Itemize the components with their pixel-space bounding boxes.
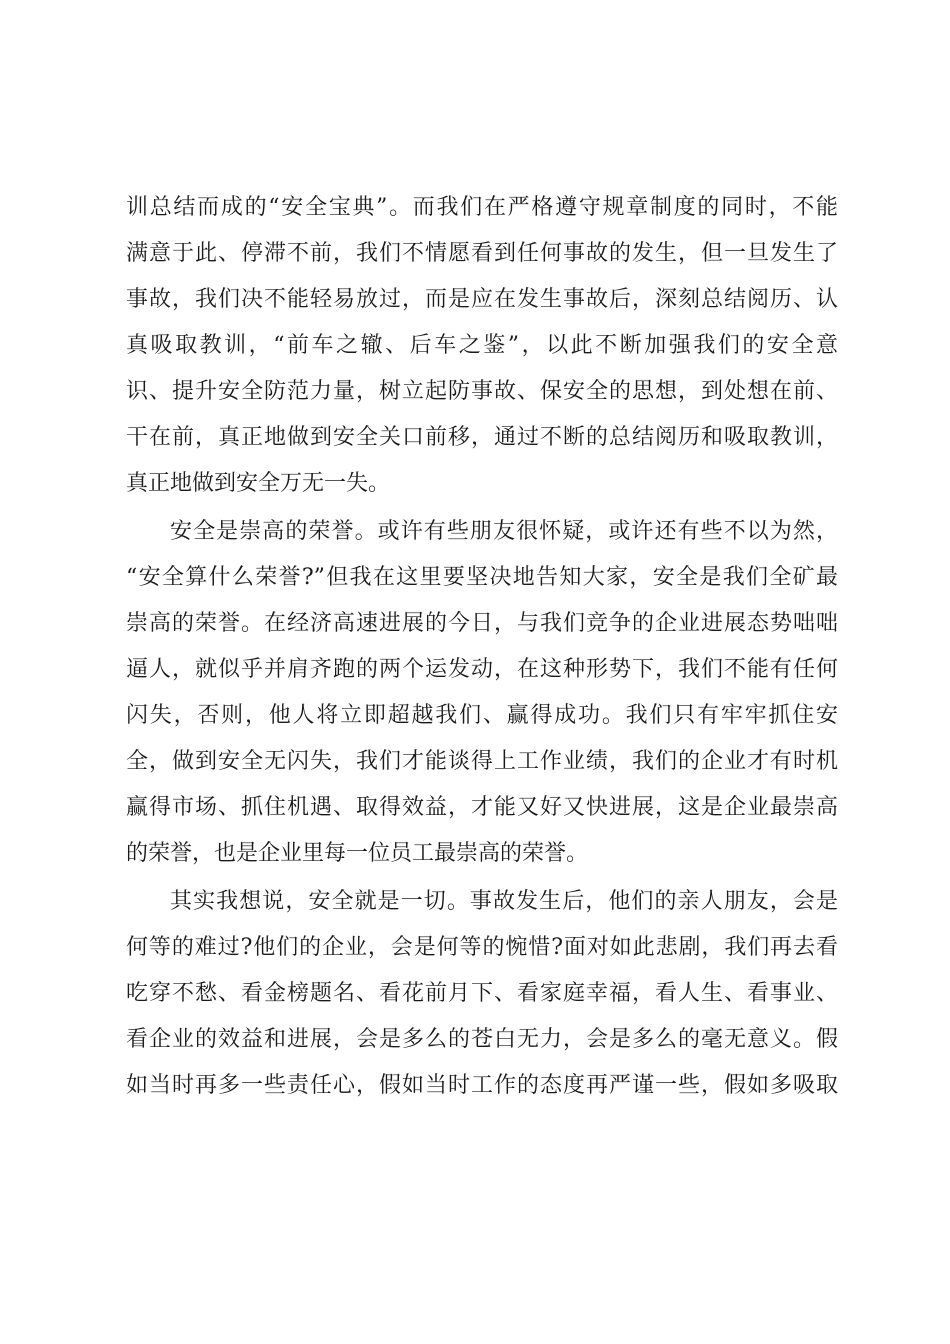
text-line: “安全算什么荣誉?”但我在这里要坚决地告知大家，安全是我们全矿最: [126, 565, 838, 590]
paragraph-first-line: 安全是崇高的荣誉。或许有些朋友很怀疑，或许还有些不以为然，: [170, 519, 838, 544]
text-line: 满意于此、停滞不前，我们不情愿看到任何事故的发生，但一旦发生了: [126, 241, 838, 266]
text-line: 识、提升安全防范力量，树立起防事故、保安全的思想，到处想在前、: [126, 379, 838, 404]
text-line: 真正地做到安全万无一失。: [126, 471, 391, 496]
text-line: 如当时再多一些责任心，假如当时工作的态度再严谨一些，假如多吸取: [126, 1073, 838, 1098]
paragraph-first-line: 其实我想说，安全就是一切。事故发生后，他们的亲人朋友，会是: [170, 889, 838, 914]
text-line: 事故，我们决不能轻易放过，而是应在发生事故后，深刻总结阅历、认: [126, 287, 838, 312]
text-line: 训总结而成的“安全宝典”。而我们在严格遵守规章制度的同时，不能: [126, 195, 838, 220]
text-line: 赢得市场、抓住机遇、取得效益，才能又好又快进展，这是企业最崇高: [126, 795, 838, 820]
text-line: 全，做到安全无闪失，我们才能谈得上工作业绩，我们的企业才有时机: [126, 749, 838, 774]
text-line: 吃穿不愁、看金榜题名、看花前月下、看家庭幸福，看人生、看事业、: [126, 981, 838, 1006]
text-line: 崇高的荣誉。在经济高速进展的今日，与我们竞争的企业进展态势咄咄: [126, 611, 838, 636]
document-body: [126, 188, 838, 1112]
text-line: 的荣誉，也是企业里每一位员工最崇高的荣誉。: [126, 841, 589, 866]
text-line: 真吸取教训，“前车之辙、后车之鉴”，以此不断加强我们的安全意: [126, 333, 838, 358]
text-line: 逼人，就似乎并肩齐跑的两个运发动，在这种形势下，我们不能有任何: [126, 657, 838, 682]
text-line: 看企业的效益和进展，会是多么的苍白无力，会是多么的毫无意义。假: [126, 1027, 838, 1052]
text-line: 干在前，真正地做到安全关口前移，通过不断的总结阅历和吸取教训，: [126, 425, 838, 450]
text-line: 闪失，否则，他人将立即超越我们、赢得成功。我们只有牢牢抓住安: [126, 703, 838, 728]
text-line: 何等的难过?他们的企业，会是何等的惋惜?面对如此悲剧，我们再去看: [126, 935, 838, 960]
